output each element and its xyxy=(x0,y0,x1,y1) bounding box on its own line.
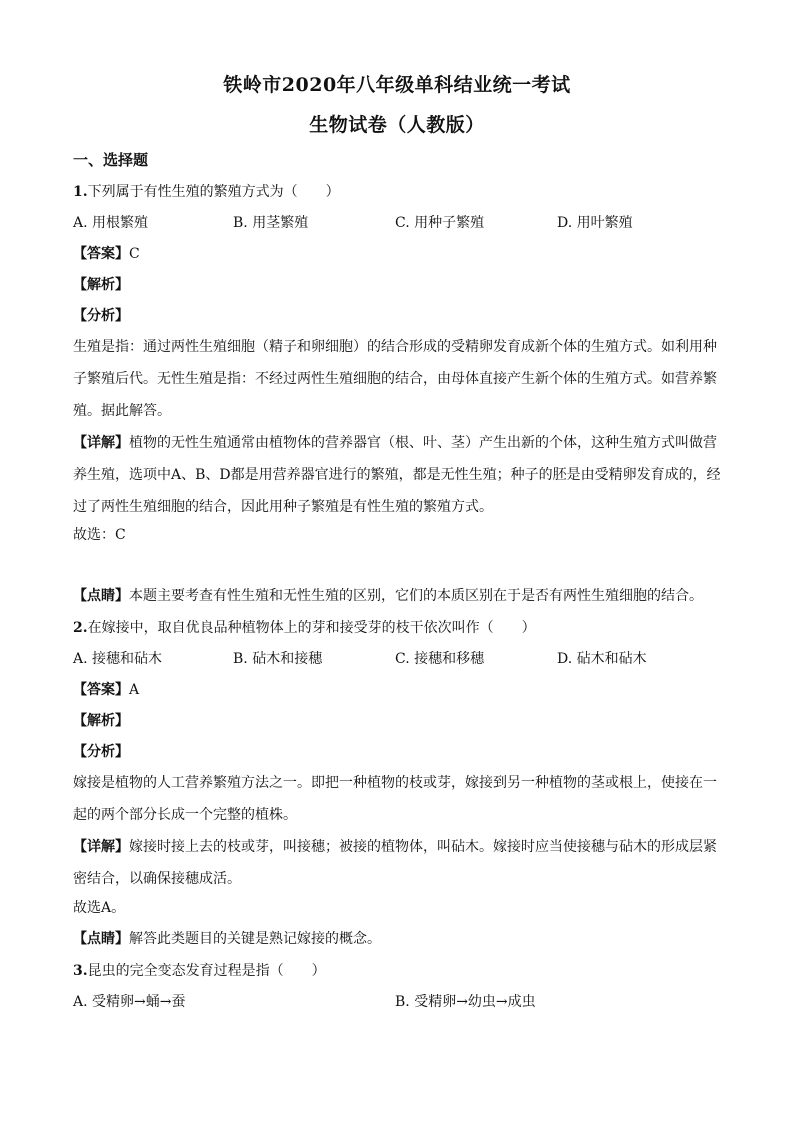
question-3-stem xyxy=(73,961,326,981)
option-b: B. 砧木和接穗 xyxy=(233,651,323,667)
question-number: 3. xyxy=(73,963,88,979)
detail-paragraph xyxy=(73,427,723,523)
option-a: A. 受精卵→蛹→蚕 xyxy=(73,994,186,1010)
question-2-stem xyxy=(73,618,536,638)
question-number: 1. xyxy=(73,184,88,200)
option-c: C. 用种子繁殖 xyxy=(395,215,485,231)
analysis-text: 嫁接是植物的人工营养繁殖方法之一。即把一种植物的枝或芽，嫁接到另一种植物的茎或根上，使接在一起的两个部分长成一个完整的植株。 xyxy=(73,775,717,823)
choose-line: 故选：C xyxy=(73,527,126,543)
detail-paragraph xyxy=(73,831,723,895)
exam-title: 铁岭市2020年八年级单科结业统一考试 xyxy=(223,74,571,96)
analysis-text: 生殖是指：通过两性生殖细胞（精子和卵细胞）的结合形成的受精卵发育成新个体的生殖方式。如利用种子繁殖后代。无性生殖是指：不经过两性生殖细胞的结合，由母体直接产生新个体的生殖方式。如营养繁殖。据此解答。 xyxy=(73,339,717,419)
option-b: B. 用茎繁殖 xyxy=(233,215,309,231)
point-tag: 【点睛】 xyxy=(73,931,129,947)
option-b: B. 受精卵→幼虫→成虫 xyxy=(395,994,536,1010)
option-d: D. 砧木和砧木 xyxy=(557,651,647,667)
option-a: A. 用根繁殖 xyxy=(73,215,149,231)
question-text: 在嫁接中，取自优良品种植物体上的芽和接受芽的枝干依次叫作（ ） xyxy=(87,620,536,636)
point-text: 本题主要考查有性生殖和无性生殖的区别，它们的本质区别在于是否有两性生殖细胞的结合。 xyxy=(129,588,703,604)
answer-line xyxy=(73,244,140,264)
option-c: C. 接穗和移穗 xyxy=(395,651,485,667)
fenxi-tag: 【分析】 xyxy=(73,308,129,324)
answer-tag: 【答案】 xyxy=(73,682,129,698)
answer-line xyxy=(73,680,139,700)
exam-subtitle: 生物试卷（人教版） xyxy=(309,114,485,136)
detail-tag: 【详解】 xyxy=(73,435,129,451)
question-number: 2. xyxy=(73,620,88,636)
answer-value: C xyxy=(129,246,140,262)
option-d: D. 用叶繁殖 xyxy=(557,215,633,231)
jiexi-tag: 【解析】 xyxy=(73,277,129,293)
detail-text: 植物的无性生殖通常由植物体的营养器官（根、叶、茎）产生出新的个体，这种生殖方式叫做营养生殖，选项中A、B、D都是用营养器官进行的繁殖，都是无性生殖；种子的胚是由受精卵发育成的，经过了两性生殖细胞的结合，因此用种子繁殖是有性生殖的繁殖方式。 xyxy=(73,435,721,515)
detail-text: 嫁接时接上去的枝或芽，叫接穗；被接的植物体，叫砧木。嫁接时应当使接穗与砧木的形成层紧密结合，以确保接穗成活。 xyxy=(73,839,717,887)
fenxi-tag: 【分析】 xyxy=(73,744,129,760)
question-text: 昆虫的完全变态发育过程是指（ ） xyxy=(87,963,326,979)
question-text: 下列属于有性生殖的繁殖方式为（ ） xyxy=(87,184,340,200)
answer-tag: 【答案】 xyxy=(73,246,129,262)
jiexi-tag: 【解析】 xyxy=(73,713,129,729)
detail-tag: 【详解】 xyxy=(73,839,129,855)
option-a: A. 接穗和砧木 xyxy=(73,651,163,667)
point-text: 解答此类题目的关键是熟记嫁接的概念。 xyxy=(129,931,381,947)
point-line xyxy=(73,929,381,949)
section-heading: 一、选择题 xyxy=(73,151,149,169)
question-1-stem xyxy=(73,182,340,202)
point-tag: 【点睛】 xyxy=(73,588,129,604)
answer-value: A xyxy=(129,682,140,698)
point-line xyxy=(73,586,703,606)
choose-line: 故选A。 xyxy=(73,900,126,916)
